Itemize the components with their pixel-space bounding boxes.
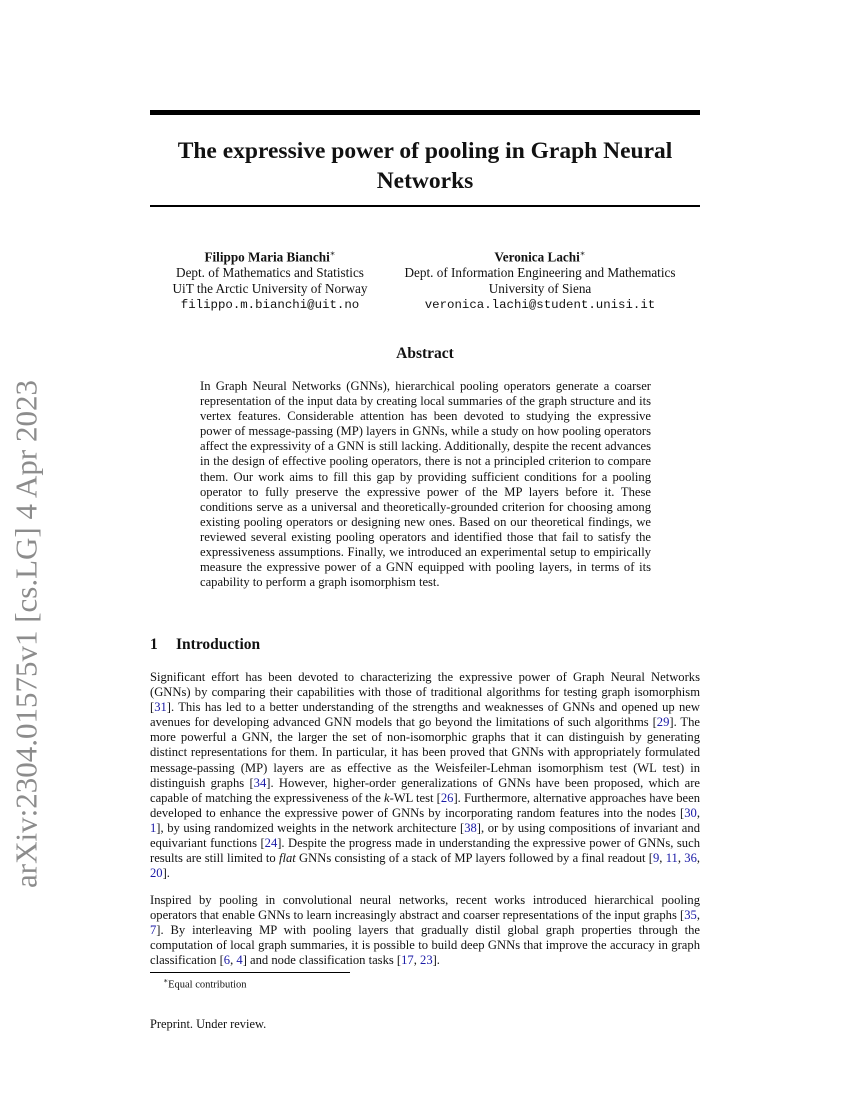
paper-title xyxy=(150,136,700,196)
author-name-text: Veronica Lachi xyxy=(494,249,580,265)
citation-link[interactable]: 1 xyxy=(150,820,157,835)
intro-paragraph-1: Significant effort has been devoted to characterizing the expressive power of Graph Neural Networks (GNNs) by comparing their capabilities with those of traditional algorithms for testing graph isomorphism [31]. This has led to a better understanding of the strengths and weaknesses of GNNs and opened up new avenues for developing advanced GNN models that go beyond the limitations of such algorithms [29]. The more powerful a GNN, the larger the set of non-isomorphic graphs that it can distinguish by generating distinct representations for them. In particular, it has been proved that GNNs with appropriately formulated message-passing (MP) layers are as effective as the Weisfeiler-Lehman isomorphism test (WL test) in distinguish graphs [34]. However, higher-order generalizations of GNNs have been proposed, which are capable of matching the expressiveness of the k-WL test [26]. Furthermore, alternative approaches have been developed to enhance the expressive power of GNNs by incorporating random features into the nodes [30, 1], by using randomized weights in the network architecture [38], or by using compositions of invariant and equivariant functions [24]. Despite the progress made in understanding the expressive power of GNNs, such results are still limited to flat GNNs consisting of a stack of MP layers followed by a final readout [9, 11, 36, 20]. xyxy=(150,670,701,881)
footnote-rule xyxy=(150,972,350,973)
citation-link[interactable]: 35 xyxy=(684,908,697,923)
author-email: veronica.lachi@student.unisi.it xyxy=(424,298,656,313)
citation-link[interactable]: 30 xyxy=(684,805,697,820)
citation-link[interactable]: 26 xyxy=(440,790,454,805)
citation-link[interactable]: 29 xyxy=(656,715,670,730)
citation-link[interactable]: 20 xyxy=(150,866,163,881)
citation-link[interactable]: 38 xyxy=(464,820,477,835)
math-k: k xyxy=(383,790,390,805)
title-line-1: The expressive power of pooling in Graph Neural xyxy=(177,138,673,164)
author-block-2 xyxy=(385,245,695,313)
citation-link[interactable]: 36 xyxy=(684,851,697,866)
author-block-1 xyxy=(150,245,390,313)
emphasis-flat: flat xyxy=(278,851,296,866)
citation-link[interactable]: 23 xyxy=(420,953,433,968)
author-email: filippo.m.bianchi@uit.no xyxy=(180,298,360,313)
section-number: 1 xyxy=(150,636,158,653)
author-affiliation: Dept. of Information Engineering and Mathematics xyxy=(404,265,676,281)
footnote-text: Equal contribution xyxy=(168,979,247,991)
citation-link[interactable]: 34 xyxy=(253,775,267,790)
equal-contribution-mark: ∗ xyxy=(579,248,586,258)
title-top-rule xyxy=(150,110,700,115)
citation-link[interactable]: 6 xyxy=(223,953,231,968)
author-affiliation: Dept. of Mathematics and Statistics xyxy=(176,265,364,281)
citation-link[interactable]: 24 xyxy=(264,836,278,851)
citation-link[interactable]: 4 xyxy=(236,953,243,968)
title-line-2: Networks xyxy=(376,168,474,194)
author-name xyxy=(150,245,390,265)
citation-link[interactable]: 31 xyxy=(154,700,167,715)
section-title: Introduction xyxy=(176,636,261,653)
abstract-text: In Graph Neural Networks (GNNs), hierarchical pooling operators generate a coarser representation of the input data by creating local summaries of the graph structure and its vertex features. Considerable attention has been devoted to studying the expressive power of message-passing (MP) layers in GNNs, while a study on how pooling operators affect the expressivity of a GNN is still lacking. Additionally, despite the recent advances in the design of effective pooling operators, there is not a principled criterion to compare them. Our work aims to fill this gap by providing sufficient conditions for a pooling operator to fully preserve the expressive power of the MP layers before it. These conditions serve as a universal and theoretically-grounded criterion for choosing among existing pooling operators or designing new ones. Based on our theoretical findings, we reviewed several existing pooling operators and identified those that fail to satisfy the expressiveness assumptions. Finally, we introduced an experimental setup to empirically measure the expressive power of a GNN equipped with pooling layers, in terms of its capability to perform a graph isomorphism test. xyxy=(200,379,651,590)
footnote xyxy=(163,976,247,991)
citation-link[interactable]: 9 xyxy=(653,851,660,866)
intro-paragraph-2: Inspired by pooling in convolutional neural networks, recent works introduced hierarchical pooling operators that enable GNNs to learn increasingly abstract and coarser representations of the input graphs [35, 7]. By interleaving MP with pooling layers that gradually distil global graph properties through the computation of local graph summaries, it is possible to build deep GNNs that improve the accuracy in graph classification [6, 4] and node classification tasks [17, 23]. xyxy=(150,893,700,968)
title-bottom-rule xyxy=(150,205,700,207)
section-heading-introduction xyxy=(150,636,260,654)
author-institution: University of Siena xyxy=(488,281,592,297)
author-name xyxy=(385,245,695,265)
preprint-note: Preprint. Under review. xyxy=(150,1017,267,1031)
citation-link[interactable]: 17 xyxy=(401,953,414,968)
citation-link[interactable]: 7 xyxy=(150,923,157,938)
footnote-mark: ∗ xyxy=(163,976,169,985)
citation-link[interactable]: 11 xyxy=(665,851,678,866)
author-institution: UiT the Arctic University of Norway xyxy=(172,281,368,297)
author-name-text: Filippo Maria Bianchi xyxy=(204,249,330,265)
equal-contribution-mark: ∗ xyxy=(329,248,336,258)
arxiv-stamp-text: arXiv:2304.01575v1 [cs.LG] 4 Apr 2023 xyxy=(8,380,44,888)
abstract-heading: Abstract xyxy=(396,345,454,362)
